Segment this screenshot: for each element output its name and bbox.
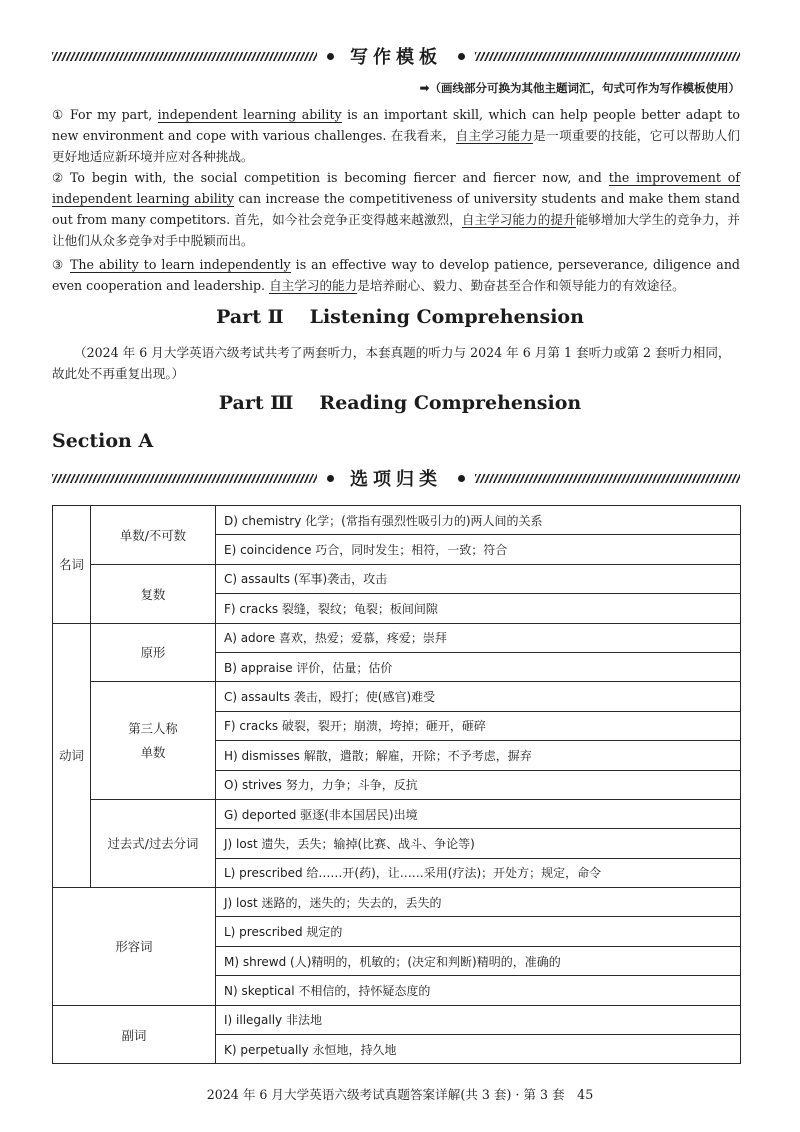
template-paragraph-2: ② To begin with, the social competition is becoming fiercer and fiercer now, and the improvement of independent learning ability can increase the competitiveness of university students and make them stand out from many competitors. 首先，如今社会竞争正变得越来越激烈，自主学习能力的提升能够增加大学生的竞争力，并让他们从众多竞争对手中脱颖而出。 [52, 170, 740, 248]
table-row [53, 623, 741, 652]
writing-template-title: 写作模板 [350, 47, 442, 68]
category-noun: 名词 [53, 506, 91, 624]
option-i-illegally: I) illegally 非法地 [216, 1005, 741, 1034]
subcategory-verb-third-person: 第三人称 单数 [91, 682, 216, 800]
table-row [53, 888, 741, 917]
option-c-assaults-noun: C) assaults (军事)袭击，攻击 [216, 564, 741, 593]
category-adjective: 形容词 [53, 888, 216, 1006]
option-j-lost-verb: J) lost 遗失，丢失；输掉(比赛、战斗、争论等) [216, 829, 741, 858]
classification-title: 选项归类 [350, 469, 442, 490]
table-row [53, 506, 741, 535]
subcategory-verb-past: 过去式/过去分词 [91, 799, 216, 887]
option-j-lost-adj: J) lost 迷路的，迷失的；失去的，丢失的 [216, 888, 741, 917]
option-b-appraise: B) appraise 评价，估量；估价 [216, 652, 741, 681]
arrow-icon: ➡ [419, 81, 430, 95]
template-paragraph-1: ① For my part, independent learning ability is an important skill, which can help people better adapt to new environment and cope with various challenges. 在我看来，自主学习能力是一项重要的技能，它可以帮助人们更好地适应新环境并应对各种挑战。 [52, 107, 741, 164]
template-paragraph-3: ③ The ability to learn independently is an effective way to develop patience, perseverance, diligence and even cooperation and leadership. 自主学习的能力是培养耐心、毅力、勤奋甚至合作和领导能力的有效途径。 [52, 257, 740, 293]
hatch-left [52, 52, 317, 61]
option-e-coincidence: E) coincidence 巧合，同时发生；相符，一致；符合 [216, 535, 741, 564]
bullet-dot [458, 475, 465, 482]
option-n-skeptical: N) skeptical 不相信的，持怀疑态度的 [216, 976, 741, 1005]
page-footer: 2024 年 6 月大学英语六级考试真题答案详解(共 3 套) · 第 3 套 45 [206, 1087, 594, 1102]
hatch-right [475, 52, 740, 61]
option-m-shrewd: M) shrewd (人)精明的，机敏的；(决定和判断)精明的，准确的 [216, 946, 741, 975]
part-2-heading: Part Ⅱ Listening Comprehension [216, 306, 584, 328]
table-row [53, 682, 741, 711]
option-l-prescribed-adj: L) prescribed 规定的 [216, 917, 741, 946]
bullet-dot [327, 475, 334, 482]
hatch-right [475, 474, 740, 483]
option-f-cracks-verb: F) cracks 破裂，裂开；崩溃，垮掉；砸开，砸碎 [216, 711, 741, 740]
bullet-dot [327, 53, 334, 60]
option-h-dismisses: H) dismisses 解散，遣散；解雇，开除；不予考虑，摒弃 [216, 741, 741, 770]
option-l-prescribed-verb: L) prescribed 给……开(药)，让……采用(疗法)；开处方；规定，命令 [216, 858, 741, 887]
table-row [53, 564, 741, 593]
option-d-chemistry: D) chemistry 化学；(常指有强烈性吸引力的)两人间的关系 [216, 506, 741, 535]
template-note: ➡（画线部分可换为其他主题词汇，句式可作为写作模板使用） [419, 81, 740, 95]
vocabulary-table [52, 505, 741, 1064]
subcategory-noun-plural: 复数 [91, 564, 216, 623]
writing-template-banner [52, 44, 740, 68]
classification-banner [52, 466, 740, 490]
subcategory-noun-countable: 单数/不可数 [91, 506, 216, 565]
option-a-adore: A) adore 喜欢，热爱；爱慕，疼爱；崇拜 [216, 623, 741, 652]
section-a-heading: Section A [52, 430, 154, 452]
category-adverb: 副词 [53, 1005, 216, 1064]
category-verb: 动词 [53, 623, 91, 888]
option-c-assaults-verb: C) assaults 袭击，殴打；使(感官)难受 [216, 682, 741, 711]
option-o-strives: O) strives 努力，力争；斗争，反抗 [216, 770, 741, 799]
listening-note: （2024 年 6 月大学英语六级考试共考了两套听力，本套真题的听力与 2024 年 6 月第 1 套听力或第 2 套听力相同，故此处不再重复出现。） [52, 345, 731, 381]
bullet-dot [458, 53, 465, 60]
part-3-heading: Part Ⅲ Reading Comprehension [218, 392, 582, 414]
hatch-left [52, 474, 317, 483]
subcategory-verb-base: 原形 [91, 623, 216, 682]
table-row [53, 1005, 741, 1034]
table-row [53, 799, 741, 828]
option-f-cracks-noun: F) cracks 裂缝，裂纹；龟裂；板间间隙 [216, 594, 741, 623]
option-g-deported: G) deported 驱逐(非本国居民)出境 [216, 799, 741, 828]
option-k-perpetually: K) perpetually 永恒地，持久地 [216, 1035, 741, 1064]
